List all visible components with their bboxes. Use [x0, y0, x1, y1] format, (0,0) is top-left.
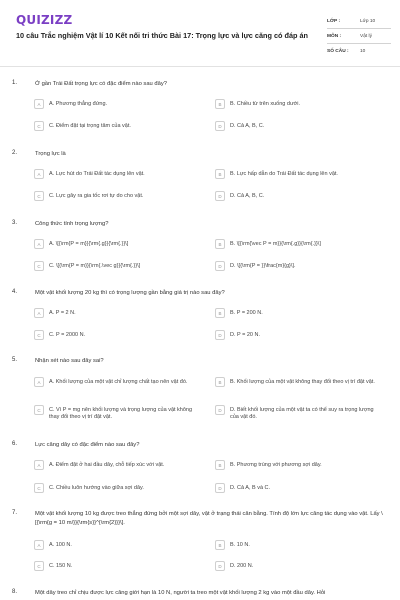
- option-text: C. P = 2000 N.: [49, 331, 86, 338]
- option-d[interactable]: [215, 404, 380, 420]
- option-text: B. 10 N.: [230, 541, 250, 548]
- option-d[interactable]: [215, 560, 380, 573]
- option-text: D. Cả A, B, C.: [230, 122, 265, 129]
- option-letter: A: [34, 540, 44, 550]
- question-text: Công thức tính trọng lượng?: [35, 221, 109, 227]
- option-text: A. P = 2 N.: [49, 309, 76, 316]
- question-number: 3.: [12, 220, 18, 226]
- option-letter: B: [215, 308, 225, 318]
- option-letter: C: [34, 121, 44, 131]
- option-d[interactable]: [215, 260, 380, 273]
- option-text: D. P = 20 N.: [230, 331, 261, 338]
- option-text: B. Lực hấp dẫn do Trái Đất tác dụng lên vật.: [230, 170, 338, 177]
- option-a[interactable]: [34, 238, 199, 251]
- option-letter: C: [34, 191, 44, 201]
- option-c[interactable]: [34, 190, 199, 203]
- meta-value: Vật lý: [360, 33, 372, 39]
- option-c[interactable]: [34, 482, 199, 495]
- question-text: Một vật khối lượng 10 kg được treo thẳng đứng bởi một sợi dây, vật ở trạng thái cân bằng. Tính độ lớn lực căng tác dụng vào vật. Lấy \[{\rm{g = 10 m/}}{\rm{s}}^{\rm{2}}}\].: [35, 511, 383, 526]
- worksheet-header: [0, 0, 400, 66]
- option-letter: B: [215, 377, 225, 387]
- option-letter: D: [215, 483, 225, 493]
- option-text: D. \[{\rm{P = }}\frac{m}{g}\].: [230, 262, 296, 269]
- worksheet-title: 10 câu Trắc nghiệm Vật lí 10 Kết nối tri thức Bài 17: Trọng lực và lực căng có đáp án: [16, 31, 308, 40]
- option-text: A. Điểm đặt ở hai đầu dây, chỗ tiếp xúc với vật.: [49, 461, 165, 468]
- option-letter: C: [34, 561, 44, 571]
- option-letter: A: [34, 99, 44, 109]
- option-text: B. P = 200 N.: [230, 309, 263, 316]
- option-c[interactable]: [34, 260, 199, 273]
- option-text: A. Phương thẳng đứng.: [49, 100, 108, 107]
- question-text: Một vật khối lượng 20 kg thì có trọng lượng gần bằng giá trị nào sau đây?: [35, 290, 225, 296]
- meta-row-count: [327, 44, 391, 59]
- option-letter: D: [215, 405, 225, 415]
- option-d[interactable]: [215, 482, 380, 495]
- option-b[interactable]: [215, 307, 380, 320]
- meta-value: 10: [360, 49, 366, 54]
- question-text: Trọng lực là: [35, 151, 66, 157]
- option-text: A. Lực hút do Trái Đất tác dụng lên vật.: [49, 170, 145, 177]
- option-b[interactable]: [215, 459, 380, 472]
- question-text: Ở gần Trái Đất trọng lực có đặc điểm nào sau đây?: [35, 81, 167, 87]
- question-number: 1.: [12, 80, 18, 86]
- option-letter: B: [215, 99, 225, 109]
- option-letter: B: [215, 239, 225, 249]
- option-c[interactable]: [34, 329, 199, 342]
- header-divider: [0, 66, 400, 67]
- question-text: Lực căng dây có đặc điểm nào sau đây?: [35, 442, 140, 448]
- option-b[interactable]: [215, 238, 380, 251]
- option-b[interactable]: [215, 539, 380, 552]
- option-letter: C: [34, 261, 44, 271]
- option-letter: B: [215, 540, 225, 550]
- option-a[interactable]: [34, 307, 199, 320]
- option-c[interactable]: [34, 560, 199, 573]
- option-text: C. Chiều luôn hướng vào giữa sợi dây.: [49, 484, 144, 491]
- option-letter: A: [34, 239, 44, 249]
- option-text: B. Chiều từ trên xuống dưới.: [230, 100, 300, 107]
- question-number: 8.: [12, 589, 18, 595]
- meta-label: SỐ CÂU :: [327, 49, 349, 54]
- option-text: B. Phương trùng với phương sợi dây.: [230, 461, 322, 468]
- option-text: C. Vì P = mg nên khối lượng và trọng lượng của vật không thay đổi theo vị trí đặt vật.: [49, 406, 193, 420]
- option-text: D. 200 N.: [230, 562, 254, 569]
- option-letter: D: [215, 121, 225, 131]
- option-letter: C: [34, 405, 44, 415]
- option-b[interactable]: [215, 168, 380, 181]
- option-letter: B: [215, 169, 225, 179]
- meta-label: LỚP :: [327, 18, 341, 24]
- option-text: A. \[{\rm{P = m}}{\rm{.g}}{\rm{.}}\]: [49, 240, 129, 247]
- quizizz-logo: QUIZIZZ: [16, 13, 73, 27]
- option-text: B. \[{\rm{\vec P = m}}{\rm{.g}}{\rm{.}}\]: [230, 240, 321, 247]
- option-text: C. Điểm đặt tại trọng tâm của vật.: [49, 122, 131, 129]
- option-letter: C: [34, 330, 44, 340]
- question-text: Nhận xét nào sau đây sai?: [35, 358, 104, 364]
- option-letter: D: [215, 191, 225, 201]
- question-number: 2.: [12, 150, 18, 156]
- option-letter: D: [215, 261, 225, 271]
- option-b[interactable]: [215, 98, 380, 111]
- option-letter: D: [215, 330, 225, 340]
- option-a[interactable]: [34, 98, 199, 111]
- meta-value: Lớp 10: [360, 18, 376, 24]
- question-number: 5.: [12, 357, 18, 363]
- option-a[interactable]: [34, 539, 199, 552]
- option-d[interactable]: [215, 329, 380, 342]
- question-number: 7.: [12, 510, 18, 516]
- option-a[interactable]: [34, 459, 199, 472]
- option-text: B. Khối lượng của một vật không thay đổi theo vị trí đặt vật.: [230, 378, 375, 385]
- question-text: Một dây treo chỉ chịu được lực căng giới hạn là 10 N, người ta treo một vật khối lượng 2 kg vào một đầu dây. Hỏi: [35, 590, 326, 596]
- option-d[interactable]: [215, 190, 380, 203]
- option-c[interactable]: [34, 404, 199, 420]
- meta-row-class: [327, 14, 391, 29]
- option-letter: A: [34, 377, 44, 387]
- question-number: 6.: [12, 441, 18, 447]
- option-letter: A: [34, 460, 44, 470]
- option-text: D. Cả A, B, C.: [230, 192, 265, 199]
- option-a[interactable]: [34, 168, 199, 181]
- option-text: A. Khối lượng của một vật chỉ lượng chất tạo nên vật đó.: [49, 378, 188, 385]
- option-text: C. 150 N.: [49, 562, 73, 569]
- option-letter: C: [34, 483, 44, 493]
- option-c[interactable]: [34, 120, 199, 133]
- option-letter: A: [34, 169, 44, 179]
- option-b[interactable]: [215, 376, 380, 389]
- option-a[interactable]: [34, 376, 199, 389]
- option-text: D. Cả A, B và C.: [230, 484, 271, 491]
- worksheet-meta: [327, 14, 391, 59]
- option-text: C. \[{\rm{P = m}}{\rm{.\vec g}}{\rm{.}}\]: [49, 262, 141, 269]
- option-text: A. 100 N.: [49, 541, 72, 548]
- option-letter: D: [215, 561, 225, 571]
- option-d[interactable]: [215, 120, 380, 133]
- meta-row-subject: [327, 29, 391, 44]
- option-letter: B: [215, 460, 225, 470]
- option-text: C. Lực gây ra gia tốc rơi tự do cho vật.: [49, 192, 144, 199]
- meta-label: MÔN :: [327, 33, 342, 39]
- option-letter: A: [34, 308, 44, 318]
- question-number: 4.: [12, 289, 18, 295]
- option-text: D. Biết khối lượng của một vật ta có thể suy ra trọng lượng của vật đó.: [230, 406, 374, 420]
